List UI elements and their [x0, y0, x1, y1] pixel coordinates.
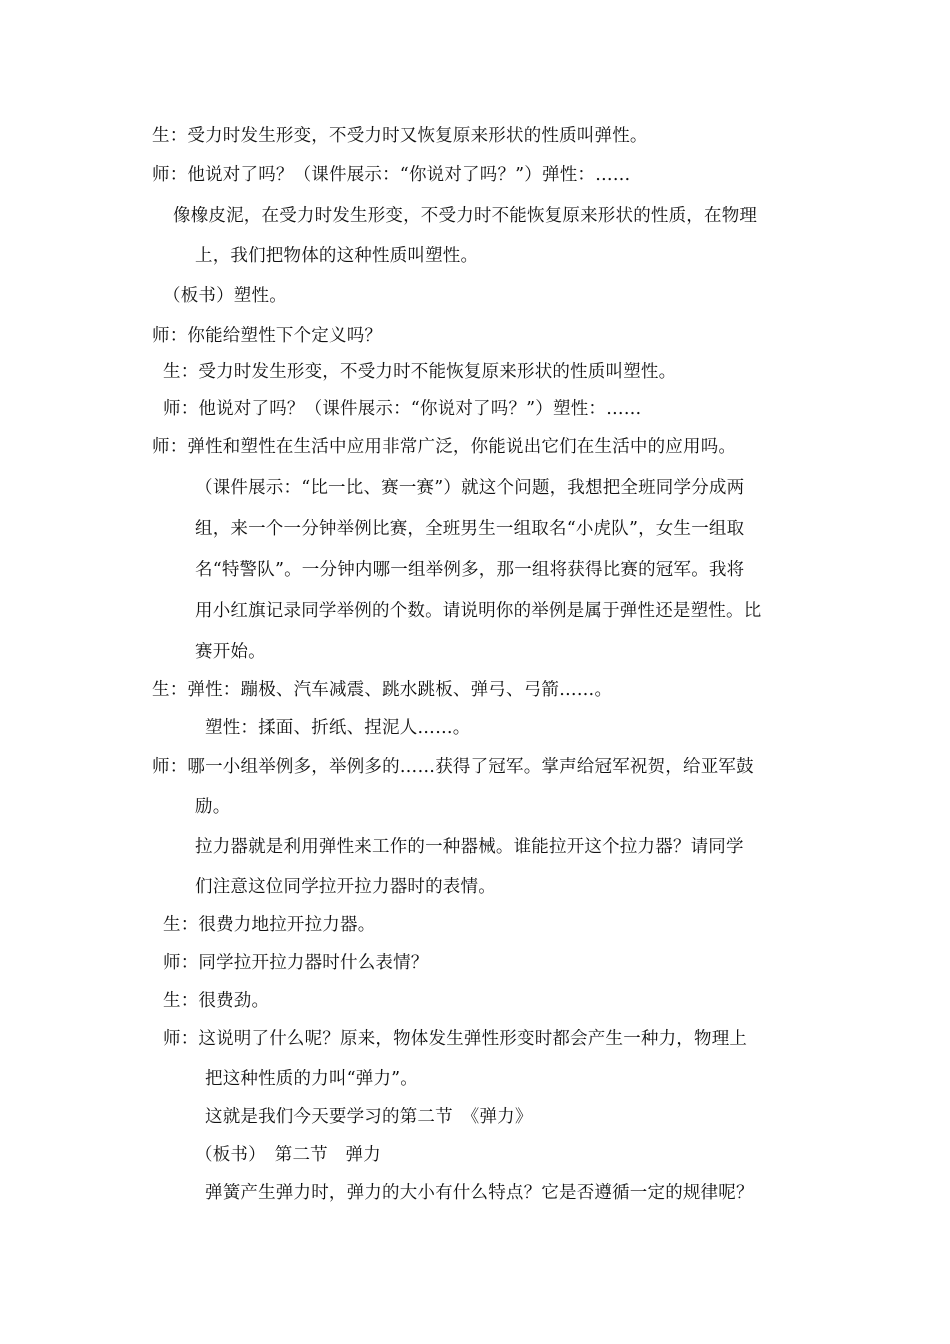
text-line: 赛开始。 [195, 642, 266, 662]
text-line: 像橡皮泥，在受力时发生形变，不受力时不能恢复原来形状的性质，在物理 [173, 206, 758, 226]
text-line: 名“特警队”。一分钟内哪一组举例多，那一组将获得比赛的冠军。我将 [195, 560, 745, 580]
text-line: 把这种性质的力叫“弹力”。 [205, 1069, 418, 1089]
text-line: 生：弹性：蹦极、汽车减震、跳水跳板、弹弓、弓箭……。 [152, 680, 613, 700]
text-line: （板书） 第二节 弹力 [195, 1145, 381, 1165]
text-line: 生：很费劲。 [163, 991, 270, 1011]
text-line: 生：很费力地拉开拉力器。 [163, 915, 376, 935]
text-line: 们注意这位同学拉开拉力器时的表情。 [195, 877, 496, 897]
text-line: 拉力器就是利用弹性来工作的一种器械。谁能拉开这个拉力器？请同学 [195, 837, 744, 857]
text-line: 弹簧产生弹力时，弹力的大小有什么特点？它是否遵循一定的规律呢？ [205, 1183, 754, 1203]
text-line: 师：这说明了什么呢？原来，物体发生弹性形变时都会产生一种力，物理上 [163, 1029, 748, 1049]
text-line: 励。 [195, 797, 231, 817]
text-line: 师：哪一小组举例多，举例多的……获得了冠军。掌声给冠军祝贺，给亚军鼓 [152, 757, 754, 777]
text-line: 师：你能给塑性下个定义吗？ [152, 326, 383, 346]
text-line: 生：受力时发生形变，不受力时不能恢复原来形状的性质叫塑性。 [163, 362, 677, 382]
text-line: 上，我们把物体的这种性质叫塑性。 [195, 246, 479, 266]
text-line: （板书）塑性。 [163, 286, 287, 306]
text-line: 师：弹性和塑性在生活中应用非常广泛，你能说出它们在生活中的应用吗。 [152, 437, 737, 457]
text-line: 这就是我们今天要学习的第二节 《弹力》 [205, 1107, 533, 1127]
text-line: 师：同学拉开拉力器时什么表情？ [163, 953, 429, 973]
text-line: 生：受力时发生形变，不受力时又恢复原来形状的性质叫弹性。 [152, 126, 648, 146]
text-line: 组，来一个一分钟举例比赛，全班男生一组取名“小虎队”，女生一组取 [195, 519, 745, 539]
text-line: （课件展示：“比一比、赛一赛”）就这个问题，我想把全班同学分成两 [195, 478, 745, 498]
text-line: 用小红旗记录同学举例的个数。请说明你的举例是属于弹性还是塑性。比 [195, 601, 762, 621]
text-line: 塑性：揉面、折纸、捏泥人……。 [205, 718, 471, 738]
text-line: 师：他说对了吗？（课件展示：“你说对了吗？”）弹性：…… [152, 165, 631, 185]
text-line: 师：他说对了吗？（课件展示：“你说对了吗？”）塑性：…… [163, 399, 642, 419]
